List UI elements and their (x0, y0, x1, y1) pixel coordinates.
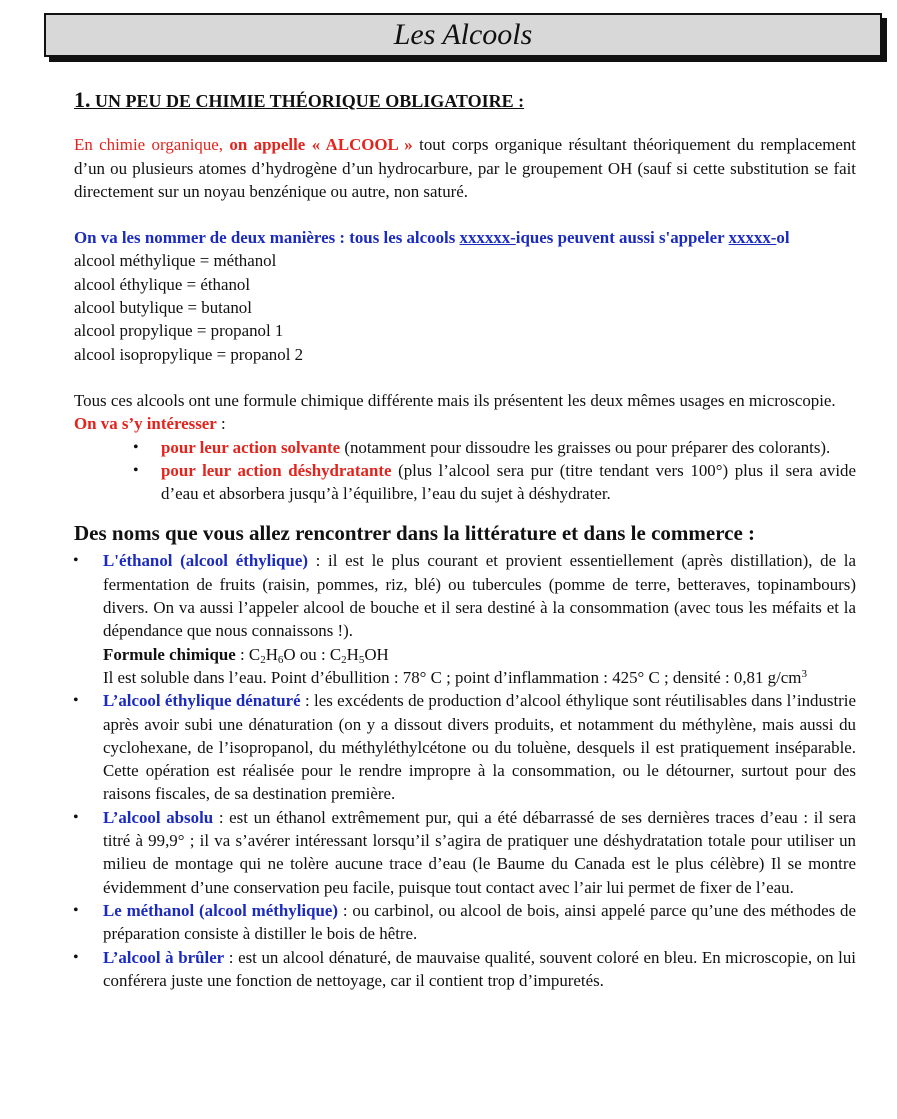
properties-sup: 3 (801, 667, 807, 680)
alcohol-names-list (73, 549, 856, 992)
interest-colon: : (216, 414, 226, 434)
formula-sep: : (235, 644, 249, 664)
naming-rule (74, 226, 856, 249)
list-item (73, 806, 856, 899)
name-line: alcool butylique = butanol (74, 298, 252, 318)
bullet-icon: • (73, 901, 79, 919)
item-name: Le méthanol (alcool méthylique) (103, 900, 339, 920)
definition-intro: En chimie organique, (74, 135, 230, 155)
list-item (73, 899, 856, 946)
page-title: Les Alcools (44, 13, 882, 57)
list-item (73, 689, 856, 805)
name-line: alcool propylique = propanol 1 (74, 321, 284, 341)
bullet-icon: • (133, 438, 139, 456)
item-name: L’alcool à brûler (103, 947, 225, 967)
section-number: 1. (74, 87, 91, 112)
definition-term: on appelle « ALCOOL » (229, 135, 420, 155)
naming-placeholder-2: xxxxx- (728, 228, 777, 248)
formula-line (103, 643, 856, 666)
formula-sub: 2 (260, 653, 266, 666)
naming-text-a: On va les nommer de deux manières : tous les alcools (74, 228, 460, 248)
interest-label: On va s’y intéresser (74, 414, 217, 434)
list-item (133, 459, 856, 506)
list-item (73, 946, 856, 993)
naming-text-c: ol (776, 228, 790, 248)
formula-part: O (283, 644, 296, 664)
formula-part: H (346, 644, 359, 664)
section-2-heading: Des noms que vous allez rencontrer dans la littérature et dans le commerce : (74, 521, 756, 546)
list-item (73, 549, 856, 689)
formula-part: C (329, 644, 342, 664)
formula-label: Formule chimique (103, 644, 236, 664)
formula-sub: 6 (277, 653, 284, 666)
naming-text-b: iques peuvent aussi s'appeler (515, 228, 729, 248)
formula-part: H (265, 644, 278, 664)
section-title: UN PEU DE CHIMIE THÉORIQUE OBLIGATOIRE : (95, 91, 525, 111)
name-line: alcool isopropylique = propanol 2 (74, 344, 304, 364)
use-text: (plus l’alcool sera pur (titre tendant vers 100°) plus il sera avide d’eau et absorbera jusqu’à l’équilibre, l’eau du sujet à déshydrater. (161, 460, 856, 504)
item-text: : les excédents de production d’alcool éthylique sont réutilisables dans l’industrie après avoir subi une dénaturation (on y a dissout divers produits, et notamment du méthylène, mais aussi du cyclohexane, de l’isopropanol, du méthyléthylcétone ou du toluène, desquels il est pratiquement inséparable. Cette opération est réalisée pour le rendre impropre à la consommation, ou le détourner, surtout pour des raisons fiscales, de sa destination première. (103, 691, 856, 804)
definition-text: tout corps organique résultant théoriquement du remplacement d’un ou plusieurs atomes d’hydrogène d’un hydrocarbure, par le groupement OH (sauf si cette substitution se fait directement sur un noyau benzénique ou autre, non saturé. (74, 135, 857, 201)
bullet-icon: • (73, 808, 79, 826)
alcohol-definition (74, 133, 856, 203)
document-body (74, 88, 856, 992)
name-line: alcool méthylique = méthanol (74, 251, 277, 271)
formula-sub: 2 (341, 653, 347, 666)
bullet-icon: • (73, 552, 79, 570)
use-label: pour leur action solvante (161, 437, 341, 457)
formula-or: ou : (295, 644, 330, 664)
title-box (44, 13, 882, 57)
bullet-icon: • (133, 461, 139, 479)
item-text: : est un alcool dénaturé, de mauvaise qualité, souvent coloré en bleu. En microscopie, on lui conférera juste une fonction de nettoyage, car il contient trop d’impuretés. (103, 947, 856, 990)
properties-line (103, 666, 856, 689)
name-line: alcool éthylique = éthanol (74, 274, 251, 294)
interest-line (74, 412, 856, 435)
section-1-heading (74, 88, 856, 113)
uses-list (133, 436, 856, 506)
list-item (133, 436, 856, 459)
usage-paragraph: Tous ces alcools ont une formule chimique différente mais ils présentent les deux mêmes usages en microscopie. (74, 390, 836, 410)
formula-part: OH (364, 644, 389, 664)
naming-placeholder-1: xxxxxx- (459, 228, 516, 248)
item-name: L'éthanol (alcool éthylique) (103, 551, 308, 571)
item-text: : est un éthanol extrêmement pur, qui a été débarrassé de ses dernières traces d’eau : il sera titré à 99,9° ; il va s’avérer intéressant lorsqu’il s’agira de pratiquer une déshydratation totale pour utiliser un milieu de montage qui ne tolère aucune trace d’eau (le Baume du Canada est le plus célèbre) Il se montre évidemment d’une conservation peu facile, puisque tout contact avec l’air lui permet de fixer de l’eau. (103, 807, 856, 897)
properties-text: Il est soluble dans l’eau. Point d’ébullition : 78° C ; point d’inflammation : 425° C ; densité : 0,81 g/cm (103, 667, 802, 687)
bullet-icon: • (73, 692, 79, 710)
formula-part: C (248, 644, 261, 664)
item-text: : ou carbinol, ou alcool de bois, ainsi appelé parce qu’une des méthodes de préparation consiste à distiller le bois de hêtre. (103, 900, 856, 944)
formula-sub: 5 (358, 653, 365, 666)
bullet-icon: • (73, 948, 79, 966)
use-label: pour leur action déshydratante (161, 460, 392, 480)
item-text: : il est le plus courant et provient essentiellement (après distillation), de la fermentation de fruits (raisin, pommes, riz, blé) ou tubercules (pomme de terre, betteraves, topinambours) divers. On va aussi l’appeler alcool de bouche et il sera destiné à la consommation (avec tous les méfaits et la dépendance que nous connaissons !). (103, 551, 856, 641)
item-name: L’alcool absolu (103, 807, 214, 827)
item-name: L’alcool éthylique dénaturé (103, 691, 301, 711)
use-text: (notamment pour dissoudre les graisses ou pour préparer des colorants). (340, 437, 831, 457)
